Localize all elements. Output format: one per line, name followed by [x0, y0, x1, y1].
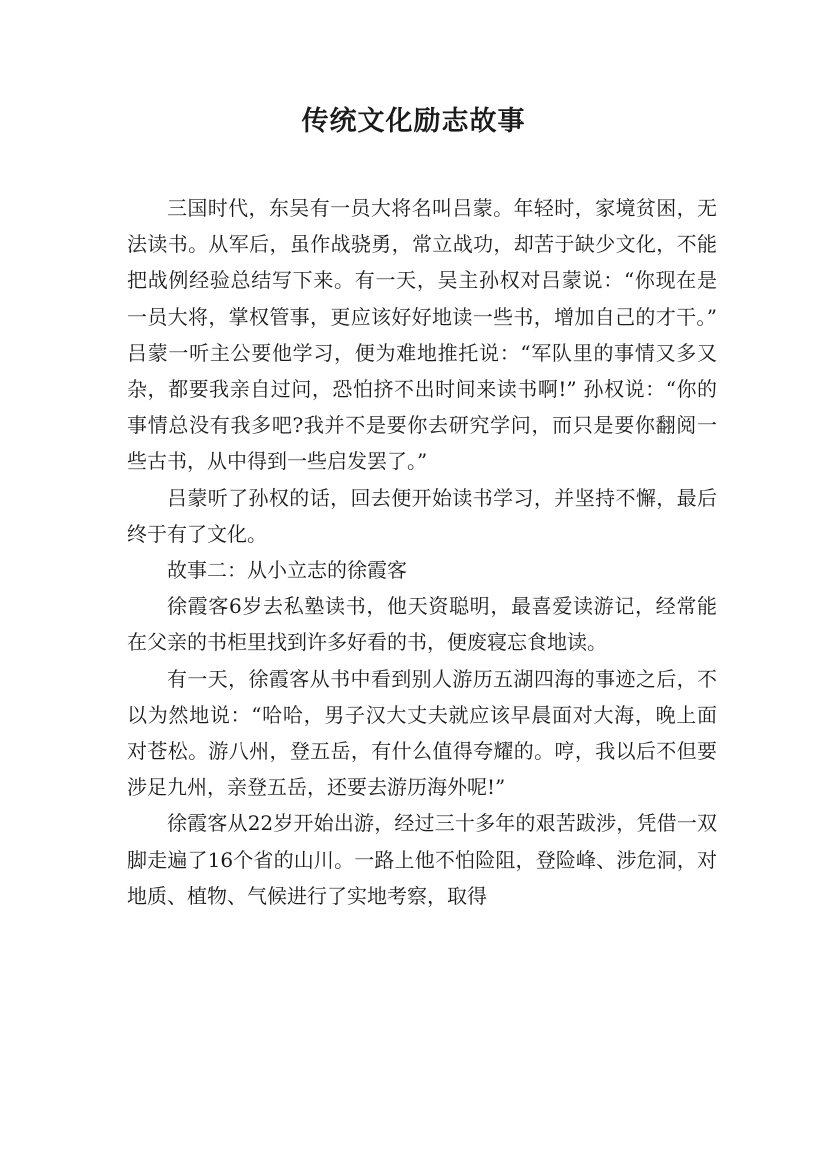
paragraph-xu-xiake-travels: 徐霞客从22岁开始出游，经过三十多年的艰苦跋涉，凭借一双脚走遍了16个省的山川。一路上他不怕险阻，登险峰、涉危洞，对地质、植物、气候进行了实地考察，取得	[127, 811, 717, 908]
document-title: 传统文化励志故事	[301, 106, 526, 137]
paragraph-lv-meng-story: 三国时代，东吴有一员大将名叫吕蒙。年轻时，家境贫困，无法读书。从军后，虽作战骁勇，常立战功，却苦于缺少文化，不能把战例经验总结写下来。有一天，吴主孙权对吕蒙说：“你现在是一员大将，掌权管事，更应该好好地读一些书，增加自己的才干。” 吕蒙一听主公要他学习，便为难地推托说：“军队里的事情又多又杂，都要我亲自过问，恐怕挤不出时间来读书啊!” 孙权说：“你的事情总没有我多吧?我并不是要你去研究学问，而只是要你翻阅一些古书，从中得到一些启发罢了。”	[127, 196, 717, 474]
document-body	[127, 190, 717, 914]
paragraph-xu-xiake-ambition: 有一天，徐霞客从书中看到别人游历五湖四海的事迹之后，不以为然地说：“哈哈，男子汉大丈夫就应该早晨面对大海，晚上面对苍松。游八州，登五岳，有什么值得夸耀的。哼，我以后不但要涉足九州，亲登五岳，还要去游历海外呢!”	[127, 666, 717, 800]
story-two-heading: 故事二：从小立志的徐霞客	[167, 558, 407, 583]
paragraph-xu-xiake-childhood: 徐霞客6岁去私塾读书，他天资聪明，最喜爱读游记，经常能在父亲的书柜里找到许多好看的书，便废寝忘食地读。	[127, 594, 717, 655]
paragraph-lv-meng-result: 吕蒙听了孙权的话，回去便开始读书学习，并坚持不懈，最后终于有了文化。	[127, 485, 717, 546]
